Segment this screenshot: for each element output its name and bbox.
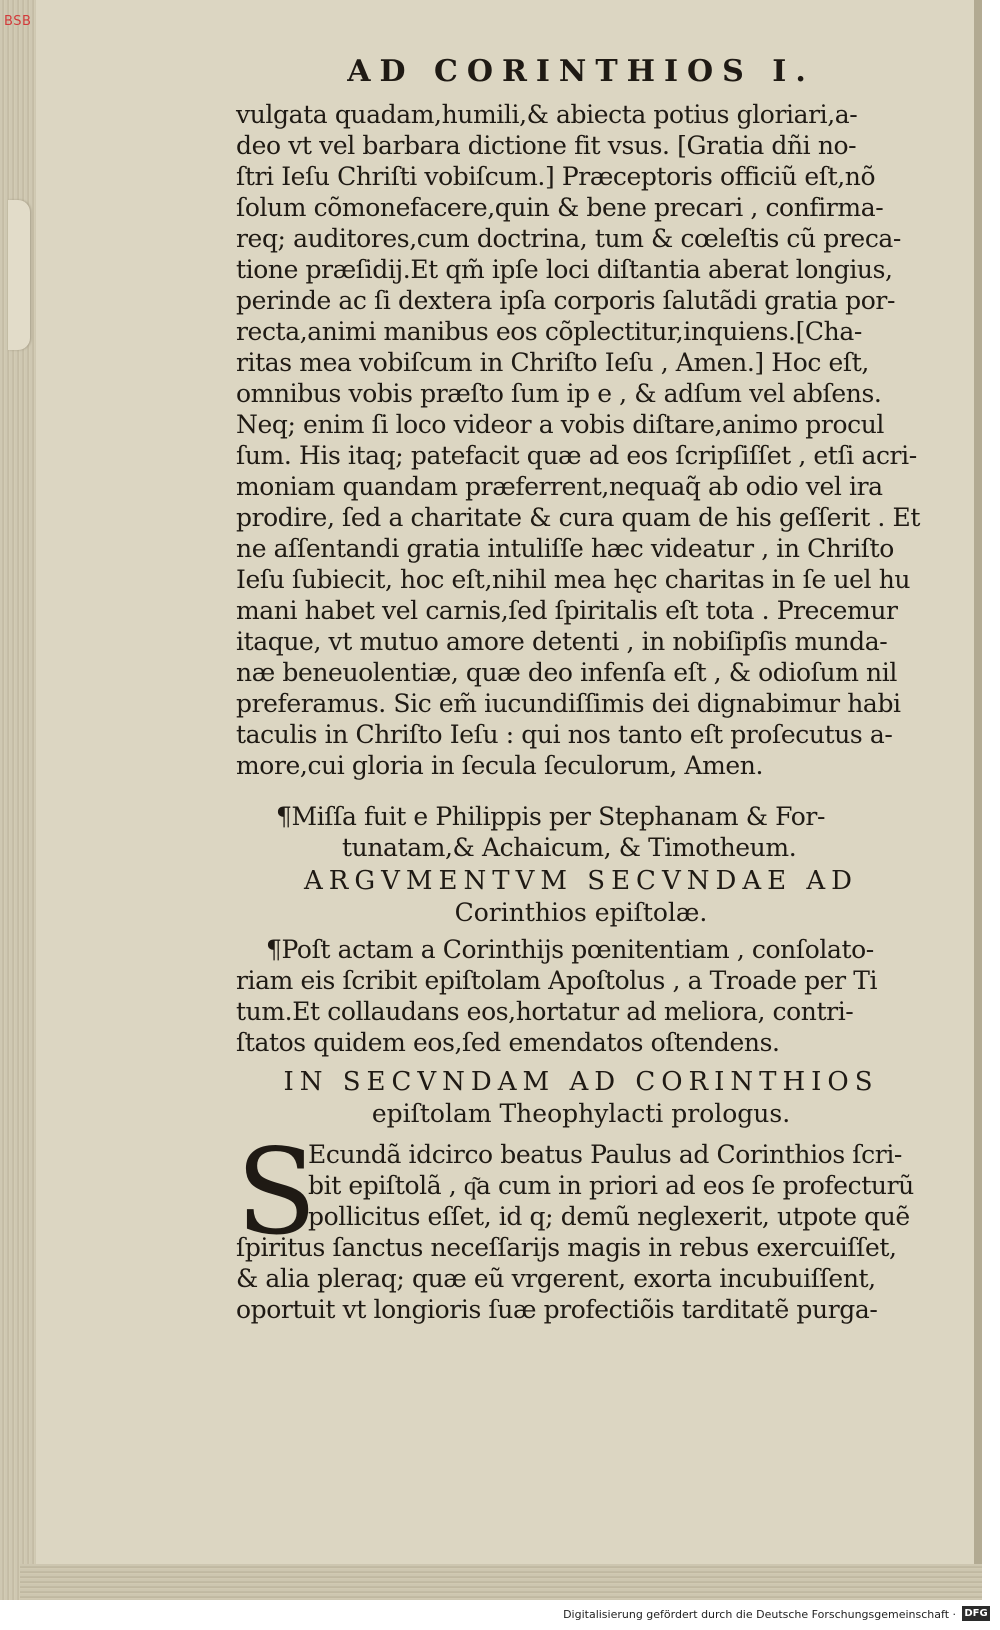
prologue-line: pollicitus eſſet, id q; demũ neglexerit, utpote quẽ [308, 1202, 910, 1231]
colophon-line: ¶Miſſa fuit e Philippis per Stephanam & For- [276, 802, 825, 831]
body-line: taculis in Chriſto Ieſu : qui nos tanto eſt proſecutus a- [236, 720, 893, 749]
body-line: itaque, vt mutuo amore detenti , in nobiſipſis munda- [236, 627, 888, 656]
prologue-line: bit epiſtolã , q͂a cum in priori ad eos ſe profecturũ [308, 1171, 914, 1200]
argument-line: tum.Et collaudans eos,hortatur ad meliora, contri- [236, 997, 854, 1026]
argument-line: riam eis ſcribit epiſtolam Apoſtolus , a Troade per Ti [236, 966, 878, 995]
body-line: mani habet vel carnis,ſed ſpiritalis eſt tota . Precemur [236, 596, 898, 625]
body-line: ne aſſentandi gratia intuliſſe hæc videatur , in Chriſto [236, 534, 894, 563]
page-right-edge [974, 0, 982, 1600]
prologue-subheading: epiſtolam Theophylacti prologus. [371, 1099, 791, 1128]
colophon [236, 801, 926, 863]
body-line: prodire, ſed a charitate & cura quam de his geſſerit . Et [236, 503, 920, 532]
body-line: Ieſu ſubiecit, hoc eſt,nihil mea hęc charitas in ſe uel hu [236, 565, 911, 594]
body-line: omnibus vobis præſto ſum ip e , & adſum vel abſens. [236, 379, 882, 408]
argument-line: ſtatos quidem eos,ſed emendatos oſtendens. [236, 1028, 780, 1057]
body-line: deo vt vel barbara dictione fit vsus. [Gratia dñi no- [236, 131, 857, 160]
body-line: req; auditores,cum doctrina, tum & cœleſtis cũ preca- [236, 224, 901, 253]
body-line: tione præſidij.Et qm̃ ipſe loci diſtantia aberat longius, [236, 255, 893, 284]
digitization-footer [0, 1600, 1000, 1630]
argument-heading: ARGVMENTVM SECVNDAE AD [304, 866, 858, 896]
body-line: ritas mea vobiſcum in Chriſto Ieſu , Amen.] Hoc eſt, [236, 348, 869, 377]
prologue-line: oportuit vt longioris ſuæ profectiõis tarditatẽ purga- [236, 1295, 878, 1324]
prologue-line: & alia pleraq; quæ eũ vrgerent, exorta incubuiſſent, [236, 1264, 876, 1293]
argument-line: ¶Poſt actam a Corinthijs pœnitentiam , conſolato- [266, 935, 874, 964]
body-line: moniam quandam præferrent,nequaq̃ ab odio vel ira [236, 472, 883, 501]
text-block [236, 54, 926, 1325]
page-fold [8, 200, 30, 350]
argument-text [236, 934, 926, 1058]
colophon-line: tunatam,& Achaicum, & Timotheum. [342, 833, 797, 862]
body-line: ſum. His itaq; patefacit quæ ad eos ſcripſiſſet , etſi acri- [236, 441, 917, 470]
body-line: perinde ac ſi dextera ipſa corporis ſalutãdi gratia por- [236, 286, 896, 315]
body-line: Neq; enim ſi loco videor a vobis diſtare,animo procul [236, 410, 885, 439]
prologue-text [236, 1123, 926, 1325]
argument-subheading: Corinthios epiſtolæ. [454, 898, 708, 927]
library-stamp: BSB [4, 14, 32, 29]
page-stack-bottom-edge [20, 1564, 982, 1600]
body-line: ſolum cõmonefacere,quin & bene precari , confirma- [236, 193, 884, 222]
drop-cap-initial: S [236, 1123, 317, 1261]
prologue-line: ſpiritus ſanctus neceſſarijs magis in rebus exercuiſſet, [236, 1233, 897, 1262]
dfg-logo: DFG [962, 1606, 990, 1621]
body-text [236, 99, 926, 781]
prologue-line: Ecundã idcirco beatus Paulus ad Corinthios ſcri- [308, 1140, 902, 1169]
prologue-heading: IN SECVNDAM AD CORINTHIOS [283, 1067, 879, 1097]
body-line: preferamus. Sic em̃ iucundiſſimis dei dignabimur habi [236, 689, 901, 718]
body-line: næ beneuolentiæ, quæ deo infenſa eſt , & odioſum nil [236, 658, 897, 687]
body-line: recta,animi manibus eos cõplectitur,inquiens.[Cha- [236, 317, 862, 346]
body-line: ſtri Ieſu Chriſti vobiſcum.] Præceptoris officiũ eſt,nõ [236, 162, 876, 191]
funding-credit: Digitalisierung gefördert durch die Deutsche Forschungsgemeinschaft · [563, 1608, 956, 1621]
body-line: more,cui gloria in ſecula ſeculorum, Amen. [236, 751, 764, 780]
body-line: vulgata quadam,humili,& abiecta potius gloriari,a- [236, 100, 858, 129]
running-head: AD CORINTHIOS I. [347, 54, 815, 89]
